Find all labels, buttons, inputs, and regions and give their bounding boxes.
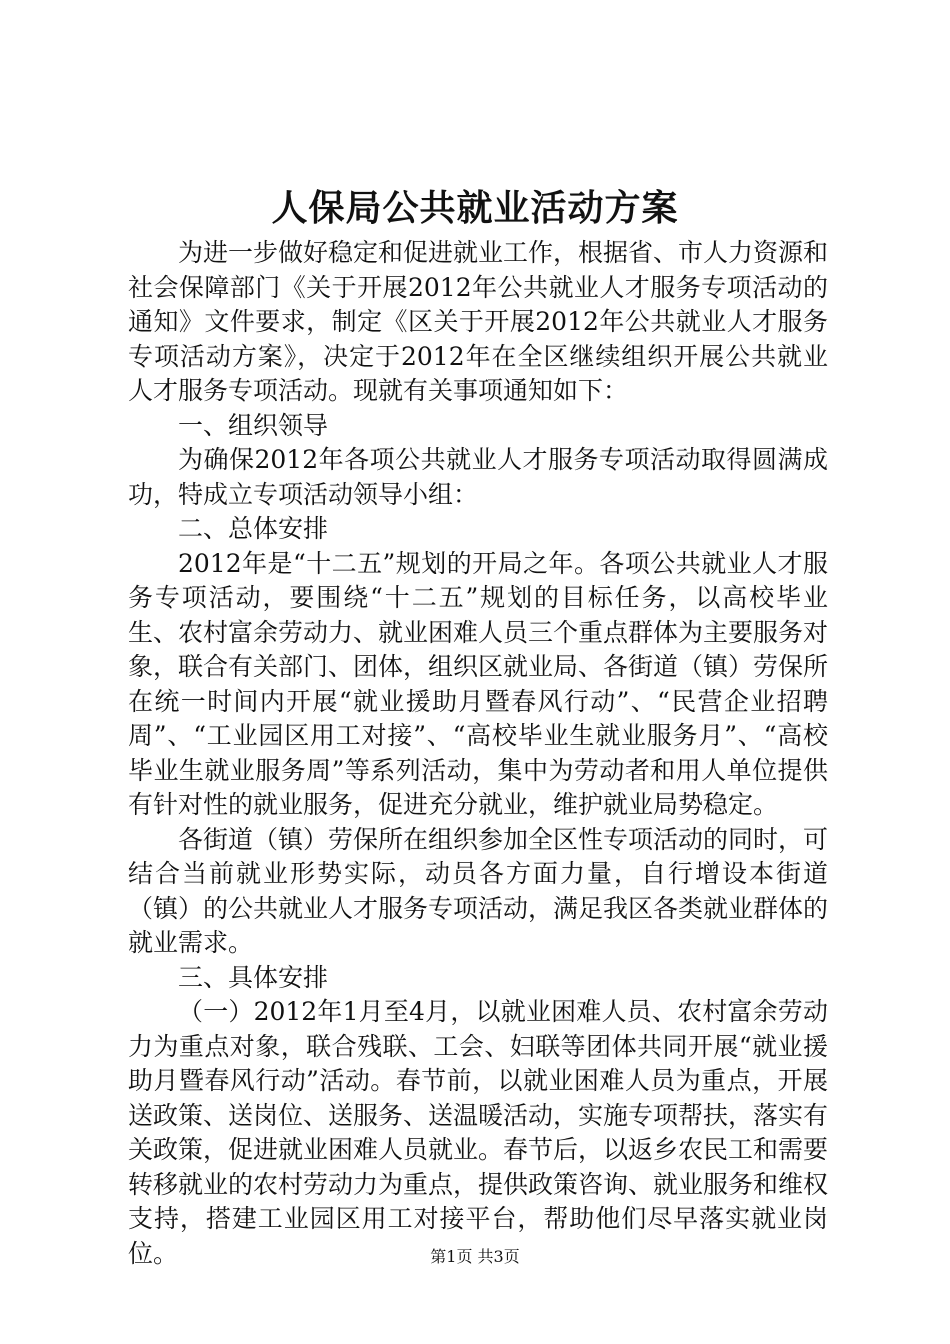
section-heading-2: 二、总体安排 [178,514,329,543]
section-heading-1: 一、组织领导 [178,410,329,440]
paragraph-leadership: 为确保2012年各项公共就业人才服务专项活动取得圆满成功，特成立专项活动领导小组： [128,445,828,509]
section-heading-3: 三、具体安排 [178,962,329,992]
page-number-footer: 第1页 共3页 [430,1247,520,1266]
paragraph-overall-plan: 2012年是“十二五”规划的开局之年。各项公共就业人才服务专项活动，要围绕“十二五”规划的目标任务，以高校毕业生、农村富余劳动力、就业困难人员三个重点群体为主要服务对象，联合有关部门、团体，组织区就业局、各街道（镇）劳保所在统一时间内开展“就业援助月暨春风行动”、“民营企业招聘周”、“工业园区用工对接”、“高校毕业生就业服务月”、“高校毕业生就业服务周”等系列活动，集中为劳动者和用人单位提供有针对性的就业服务，促进充分就业，维护就业局势稳定。 [128,548,829,819]
paragraph-item-1: （一）2012年1月至4月，以就业困难人员、农村富余劳动力为重点对象，联合残联、工会、妇联等团体共同开展“就业援助月暨春风行动”活动。春节前，以就业困难人员为重点，开展送政策、送岗位、送服务、送温暖活动，实施专项帮扶，落实有关政策，促进就业困难人员就业。春节后，以返乡农民工和需要转移就业的农村劳动力为重点，提供政策咨询、就业服务和维权支持，搭建工业园区用工对接平台，帮助他们尽早落实就业岗位。 [128,997,829,1268]
document-title: 人保局公共就业活动方案 [271,187,679,229]
paragraph-street-offices: 各街道（镇）劳保所在组织参加全区性专项活动的同时，可结合当前就业形势实际，动员各方面力量，自行增设本街道（镇）的公共就业人才服务专项活动，满足我区各类就业群体的就业需求。 [128,824,829,957]
paragraph-intro: 为进一步做好稳定和促进就业工作，根据省、市人力资源和社会保障部门《关于开展2012年公共就业人才服务专项活动的通知》文件要求，制定《区关于开展2012年公共就业人才服务专项活动方案》，决定于2012年在全区继续组织开展公共就业人才服务专项活动。现就有关事项通知如下： [128,238,829,405]
document-body [128,236,828,1271]
